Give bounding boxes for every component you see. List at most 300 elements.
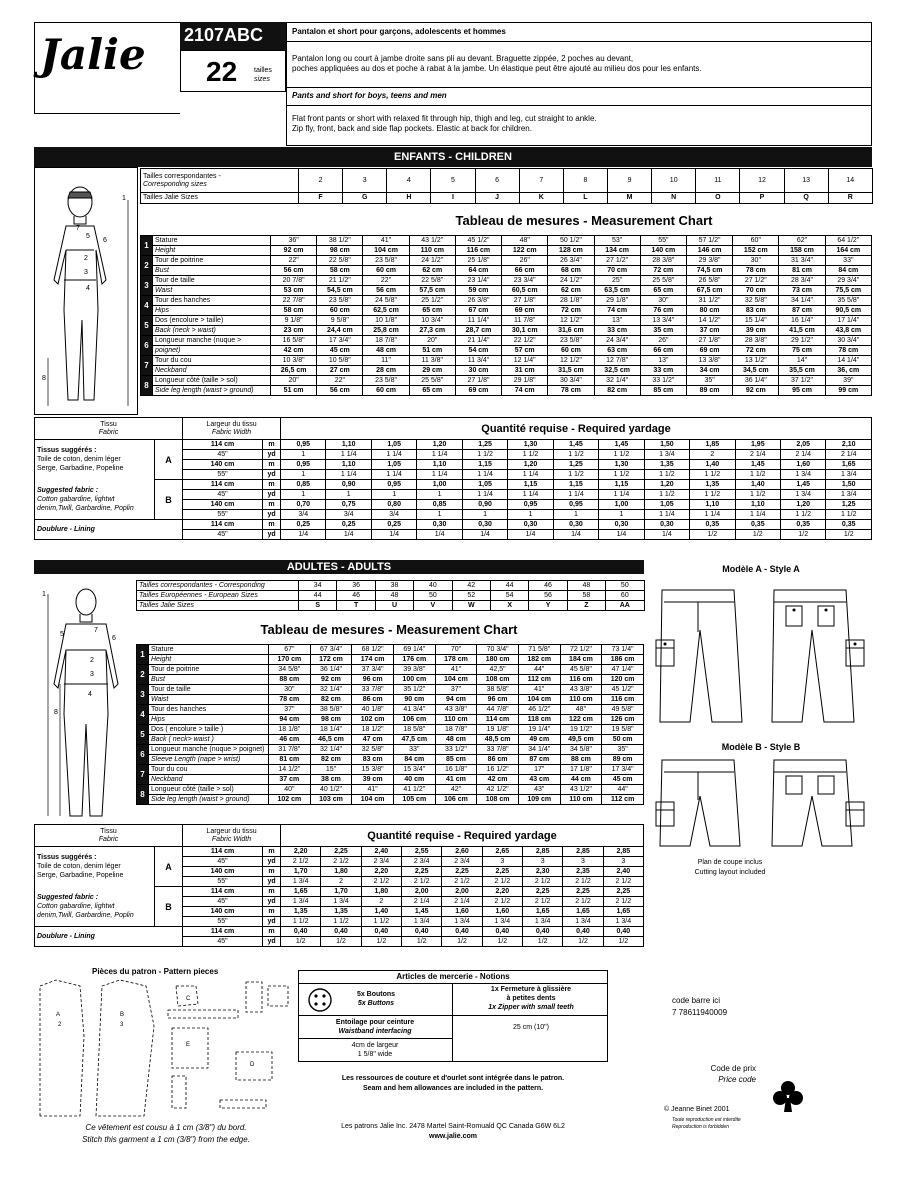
measurement-inches: 17 1/4": [825, 316, 871, 326]
yardage-yd: 1 1/4: [553, 490, 598, 500]
yardage-yd: 1 1/2: [508, 450, 553, 460]
style-a-drawing: [650, 582, 872, 732]
measurement-cm: 164 cm: [825, 246, 871, 256]
measurement-cm: 84 cm: [825, 266, 871, 276]
yardage-m: 1,10: [735, 500, 780, 510]
measurement-inches: 41": [435, 665, 477, 675]
yardage-m: 1,10: [326, 440, 371, 450]
yardage-yd: 2: [690, 450, 735, 460]
measurement-cm: 43,8 cm: [825, 326, 871, 336]
yardage-yd: 1/2: [603, 937, 643, 947]
measurement-inches: 26": [502, 256, 548, 266]
yardage-m: 0,95: [371, 480, 416, 490]
measurement-row: [137, 685, 644, 695]
unit-m: m: [263, 440, 281, 450]
measurement-row-metric: [137, 695, 644, 705]
measurement-inches: 33": [825, 256, 871, 266]
measurement-inches: 67": [269, 645, 311, 655]
measurement-inches: 12 1/2": [548, 316, 594, 326]
yardage-m: 1,95: [735, 440, 780, 450]
yardage-yd: 1 3/4: [442, 917, 482, 927]
yardage-yd: 1/4: [371, 530, 416, 540]
measurement-inches: 36 1/4": [733, 376, 779, 386]
measurement-inches: 64 1/2": [825, 236, 871, 246]
notion-interfacing-width-cm: 4cm de largeur: [351, 1042, 399, 1049]
children-corr-size: 7: [519, 169, 563, 193]
measurement-cm: 76 cm: [640, 306, 686, 316]
measurement-inches: 30 3/4": [548, 376, 594, 386]
yardage-m: 0,40: [361, 927, 401, 937]
yardage-m: 2,25: [321, 847, 361, 857]
yardage-m: 1,35: [690, 480, 735, 490]
yardage-m: 1,60: [482, 907, 522, 917]
measurement-cm: 81 cm: [269, 755, 311, 765]
yardage-yd: 1 1/4: [644, 510, 689, 520]
yardage-m: 1,60: [781, 460, 826, 470]
measurement-inches: 20": [271, 376, 317, 386]
yardage-m: 2,25: [482, 867, 522, 877]
adults-corr-size: 36: [337, 581, 375, 591]
sizes-label-fr: tailles: [254, 67, 272, 74]
measurement-label-en: Sleeve Length (nape > wrist): [149, 755, 269, 765]
yardage-m: 1,45: [735, 460, 780, 470]
fabric-group: A: [155, 847, 183, 887]
adult-figure: [36, 584, 136, 820]
measurement-row-metric: [137, 795, 644, 805]
measurement-inches: 55": [640, 236, 686, 246]
measurement-row: [141, 356, 872, 366]
measurement-cm: 106 cm: [435, 795, 477, 805]
measurement-cm: 104 cm: [363, 246, 409, 256]
yardage-yd: 1: [417, 490, 462, 500]
adults-eu-size: 56: [529, 591, 567, 601]
measurement-cm: 48 cm: [435, 735, 477, 745]
measurement-label-en: Bust: [153, 266, 271, 276]
measurement-cm: 92 cm: [310, 675, 352, 685]
measurement-label-en: Side leg length (waist > ground): [149, 795, 269, 805]
yardage-m: 2,20: [361, 867, 401, 877]
children-corr-size: 9: [607, 169, 651, 193]
adults-measurement-table: [136, 644, 644, 805]
yardage-yd: 1 1/2: [735, 470, 780, 480]
measurement-cm: 94 cm: [435, 695, 477, 705]
lining-label: Doublure - Lining: [35, 520, 183, 540]
adults-eu-size: 46: [337, 591, 375, 601]
measurement-cm: 82 cm: [310, 755, 352, 765]
measurement-inches: 40": [269, 785, 311, 795]
measurement-inches: 36": [271, 236, 317, 246]
text: Toile de coton, denim léger: [37, 456, 121, 464]
yardage-m: 1,35: [644, 460, 689, 470]
yardage-yd: 1 1/2: [690, 470, 735, 480]
children-corr-size: 14: [828, 169, 872, 193]
measurement-cm: 45 cm: [317, 346, 363, 356]
yardage-yd: 1/2: [781, 530, 826, 540]
measurement-inches: 28 3/8": [733, 336, 779, 346]
measurement-inches: 15 3/8": [352, 765, 394, 775]
adults-eu-size: 54: [490, 591, 528, 601]
measurement-cm: 180 cm: [477, 655, 519, 665]
measurement-cm: 174 cm: [352, 655, 394, 665]
measurement-cm: 24,4 cm: [317, 326, 363, 336]
yardage-yd: 3/4: [281, 510, 326, 520]
website-link[interactable]: www.jalie.com: [429, 1133, 477, 1140]
yardage-yd: 1 1/2: [462, 450, 507, 460]
table-row: [35, 520, 872, 530]
measurement-cm: 60 cm: [548, 346, 594, 356]
unit-yd: yd: [263, 877, 281, 887]
measurement-row: [137, 725, 644, 735]
children-jalie-size: Q: [784, 193, 828, 204]
measurement-label-en: Hips: [153, 306, 271, 316]
measurement-cm: 81 cm: [779, 266, 825, 276]
measurement-inches: 45 5/8": [560, 665, 602, 675]
measurement-cm: 25,8 cm: [363, 326, 409, 336]
yardage-yd: 1 3/4: [826, 470, 872, 480]
measurement-cm: 83 cm: [352, 755, 394, 765]
measurement-cm: 134 cm: [594, 246, 640, 256]
measurement-number: 1: [141, 236, 153, 256]
measurement-cm: 56 cm: [271, 266, 317, 276]
children-corr-label-fr: Tailles correspondantes -: [143, 172, 221, 180]
yardage-yd: 1: [417, 510, 462, 520]
yardage-yd: 2 3/4: [442, 857, 482, 867]
measurement-inches: 67 3/4": [310, 645, 352, 655]
yardage-m: 0,40: [321, 927, 361, 937]
measurement-cm: 36, cm: [825, 366, 871, 376]
desc-fr-1: Pantalon long ou court à jambe droite sans pli au devant. Braguette zippée, 2 poches au devant,: [292, 54, 634, 63]
measurement-inches: 44 7/8": [477, 705, 519, 715]
measurement-inches: 43 3/8": [560, 685, 602, 695]
children-corr-label-en: Corresponding sizes: [143, 180, 207, 188]
pattern-pieces-title: Pièces du patron - Pattern pieces: [92, 967, 219, 976]
measurement-row: [141, 256, 872, 266]
measurement-label-en: Back ( neck> waist ): [149, 735, 269, 745]
measurement-cm: 60 cm: [363, 386, 409, 396]
unit-m: m: [263, 867, 281, 877]
measurement-cm: 110 cm: [435, 715, 477, 725]
yardage-yd: 2 1/2: [321, 857, 361, 867]
yardage-yd: 1/2: [690, 530, 735, 540]
measurement-cm: 140 cm: [640, 246, 686, 256]
seam-note: [34, 1122, 298, 1146]
measurement-cm: 58 cm: [271, 306, 317, 316]
yardage-yd: 1 3/4: [563, 917, 603, 927]
measurement-cm: 106 cm: [393, 715, 435, 725]
unit-yd: yd: [263, 510, 281, 520]
measurement-inches: 41": [518, 685, 560, 695]
measurement-label-en: Bust: [149, 675, 269, 685]
measurement-inches: 72 1/2": [560, 645, 602, 655]
yardage-yd: 1: [462, 510, 507, 520]
measurement-cm: 72 cm: [548, 306, 594, 316]
measurement-cm: 26,5 cm: [271, 366, 317, 376]
measurement-cm: 39 cm: [352, 775, 394, 785]
measurement-cm: 69 cm: [455, 386, 501, 396]
measurement-inches: 37": [269, 705, 311, 715]
measurement-inches: 38 1/2": [317, 236, 363, 246]
adults-eu-size: 58: [567, 591, 605, 601]
yardage-m: 1,35: [281, 907, 321, 917]
measurement-cm: 62,5 cm: [363, 306, 409, 316]
fabric-width-header: [183, 418, 281, 440]
measurement-cm: 102 cm: [352, 715, 394, 725]
measurement-inches: 17": [518, 765, 560, 775]
yardage-yd: 1 3/4: [826, 490, 872, 500]
measurement-cm: 172 cm: [310, 655, 352, 665]
table-row: [35, 887, 644, 897]
yardage-m: 0,85: [417, 500, 462, 510]
yardage-yd: 2 1/2: [563, 897, 603, 907]
measurement-inches: 28 1/8": [548, 296, 594, 306]
measurement-inches: 27 1/2": [594, 256, 640, 266]
measurement-cm: 73 cm: [779, 286, 825, 296]
measurement-cm: 30,1 cm: [502, 326, 548, 336]
measurement-inches: 15": [310, 765, 352, 775]
measurement-number: 7: [141, 356, 153, 376]
yardage-title: Quantité requise - Required yardage: [281, 418, 872, 440]
measurement-row-metric: [137, 715, 644, 725]
style-b-drawing: [650, 756, 872, 856]
yardage-yd: 1: [553, 510, 598, 520]
barcode-number: 7 78611940009: [672, 1008, 728, 1017]
measurement-cm: 49,5 cm: [560, 735, 602, 745]
measurement-cm: 78 cm: [548, 386, 594, 396]
measurement-cm: 74 cm: [594, 306, 640, 316]
measurement-inches: 57 1/2": [686, 236, 732, 246]
measurement-cm: 96 cm: [352, 675, 394, 685]
children-measurement-table: [140, 235, 872, 396]
measurement-inches: 15 1/4": [733, 316, 779, 326]
yardage-yd: 2 1/4: [826, 450, 872, 460]
suggested-fabrics-fr: [35, 847, 155, 887]
yardage-m: 0,30: [599, 520, 644, 530]
measurement-cm: 88 cm: [269, 675, 311, 685]
measurement-inches: 18 5/8": [393, 725, 435, 735]
yardage-m: 0,75: [326, 500, 371, 510]
measurement-inches: 33 7/8": [352, 685, 394, 695]
notion-zipper-fr-1: 1x Fermeture à glissière: [490, 986, 572, 993]
yardage-yd: 2 1/2: [482, 897, 522, 907]
children-corr-size: 6: [475, 169, 519, 193]
yardage-yd: 2 1/4: [781, 450, 826, 460]
yardage-m: 1,80: [361, 887, 401, 897]
measurement-inches: 42 1/2": [477, 785, 519, 795]
measurement-inches: 33": [393, 745, 435, 755]
measurement-cm: 176 cm: [393, 655, 435, 665]
adults-bar: ADULTES - ADULTS: [34, 560, 644, 574]
yardage-m: 2,60: [442, 847, 482, 857]
text: Fabric: [98, 428, 119, 436]
measurement-inches: 13": [640, 356, 686, 366]
yardage-yd: 1 1/2: [553, 450, 598, 460]
yardage-yd: 1 1/4: [462, 470, 507, 480]
adults-jalie-size: AA: [606, 601, 644, 611]
measurement-inches: 25 5/8": [640, 276, 686, 286]
fabric-width-cm: 140 cm: [183, 907, 263, 917]
measurement-cm: 170 cm: [269, 655, 311, 665]
yardage-m: 1,45: [553, 440, 598, 450]
unit-m: m: [263, 927, 281, 937]
children-jalie-size: K: [519, 193, 563, 204]
measurement-inches: 14": [779, 356, 825, 366]
yardage-m: 1,40: [690, 460, 735, 470]
yardage-yd: 2 1/2: [603, 897, 643, 907]
measurement-inches: 21 1/4": [455, 336, 501, 346]
seam-allowance-fr: Les ressources de couture et d'ourlet sont intégrée dans le patron.: [341, 1075, 565, 1082]
notion-interfacing-width-in: 1 5/8" wide: [357, 1051, 393, 1058]
lining-label: Doublure - Lining: [35, 927, 183, 947]
style-b-label: Modèle B - Style B: [721, 742, 801, 752]
adults-eu-size: 50: [414, 591, 452, 601]
yardage-m: 0,25: [326, 520, 371, 530]
fabric-width-in: 55": [183, 470, 263, 480]
measurement-inches: 24 1/2": [548, 276, 594, 286]
address-block: [298, 1122, 608, 1142]
measurement-inches: 24 1/2": [409, 256, 455, 266]
measurement-label-fr: Tour du cou: [149, 765, 269, 775]
yardage-yd: 1 1/4: [417, 450, 462, 460]
children-corr-size: 12: [740, 169, 784, 193]
svg-text:3: 3: [84, 269, 88, 276]
measurement-inches: 24 3/4": [594, 336, 640, 346]
measurement-cm: 128 cm: [548, 246, 594, 256]
yardage-yd: 1 1/2: [690, 490, 735, 500]
table-row: [137, 581, 645, 591]
unit-m: m: [263, 907, 281, 917]
measurement-inches: 22 5/8": [409, 276, 455, 286]
yardage-m: 2,25: [442, 867, 482, 877]
jalie-logo: Jalie: [40, 30, 146, 79]
yardage-m: 2,20: [281, 847, 321, 857]
yardage-m: 0,90: [462, 500, 507, 510]
measurement-inches: 9 5/8": [317, 316, 363, 326]
notion-interfacing-en: Waistband interfacing: [338, 1028, 412, 1035]
fabric-group: B: [155, 480, 183, 520]
yardage-yd: 1/2: [442, 937, 482, 947]
measurement-cm: 116 cm: [455, 246, 501, 256]
measurement-cm: 35,5 cm: [779, 366, 825, 376]
table-row: [141, 193, 873, 204]
yardage-yd: 1/4: [326, 530, 371, 540]
measurement-inches: 44": [518, 665, 560, 675]
svg-text:8: 8: [42, 375, 46, 382]
yardage-m: 1,65: [603, 907, 643, 917]
measurement-cm: 57,5 cm: [409, 286, 455, 296]
yardage-m: 1,00: [417, 480, 462, 490]
measurement-inches: 22": [271, 256, 317, 266]
yardage-m: 0,30: [462, 520, 507, 530]
measurement-label-fr: Dos ( encolure > taille ): [149, 725, 269, 735]
measurement-cm: 116 cm: [560, 675, 602, 685]
measurement-inches: 29 1/8": [502, 376, 548, 386]
measurement-inches: 13": [594, 316, 640, 326]
measurement-row: [141, 376, 872, 386]
children-jalie-size: R: [828, 193, 872, 204]
measurement-cm: 47 cm: [352, 735, 394, 745]
measurement-cm: 34 cm: [686, 366, 732, 376]
measurement-inches: 33 1/2": [640, 376, 686, 386]
measurement-number: 7: [137, 765, 149, 785]
fabric-width-header: [183, 825, 281, 847]
measurement-inches: 60": [733, 236, 779, 246]
measurement-cm: 33 cm: [640, 366, 686, 376]
notion-zipper: [454, 985, 608, 1012]
measurement-number: 2: [141, 256, 153, 276]
yardage-m: 1,05: [644, 500, 689, 510]
yardage-yd: 3: [563, 857, 603, 867]
measurement-row: [141, 236, 872, 246]
yardage-yd: 1/2: [281, 937, 321, 947]
seam-note-en: Stitch this garment a 1 cm (3/8") from the edge.: [82, 1135, 250, 1144]
measurement-cm: 47,5 cm: [393, 735, 435, 745]
measurement-row-metric: [141, 346, 872, 356]
measurement-cm: 60 cm: [363, 266, 409, 276]
measurement-inches: 10 3/4": [409, 316, 455, 326]
unit-m: m: [263, 887, 281, 897]
yardage-m: 1,65: [563, 907, 603, 917]
adults-corr-size: 44: [490, 581, 528, 591]
yardage-m: 2,00: [402, 887, 442, 897]
text: Fabric Width: [211, 428, 252, 436]
measurement-inches: 45 1/2": [602, 685, 644, 695]
measurement-row-metric: [141, 266, 872, 276]
svg-text:7: 7: [94, 627, 98, 634]
yardage-m: 1,00: [599, 500, 644, 510]
measurement-inches: 31 3/4": [779, 256, 825, 266]
adults-eu-label: Tailles Européennes - European Sizes: [137, 591, 299, 601]
measurement-cm: 184 cm: [560, 655, 602, 665]
measurement-inches: 30": [269, 685, 311, 695]
measurement-cm: 49 cm: [518, 735, 560, 745]
yardage-m: 0,40: [442, 927, 482, 937]
children-yardage-table: [34, 417, 872, 540]
unit-yd: yd: [263, 530, 281, 540]
yardage-yd: 1/2: [523, 937, 563, 947]
yardage-yd: 1 1/4: [417, 470, 462, 480]
svg-text:3: 3: [120, 1022, 124, 1028]
adults-jalie-size: V: [414, 601, 452, 611]
measurement-cm: 69 cm: [502, 306, 548, 316]
adults-yardage-table: [34, 824, 644, 947]
text: Tissus suggérés :: [37, 854, 97, 862]
yardage-m: 1,65: [523, 907, 563, 917]
svg-text:2: 2: [58, 1022, 62, 1028]
measurement-inches: 10 1/8": [363, 316, 409, 326]
measurement-cm: 108 cm: [477, 675, 519, 685]
measurement-number: 8: [137, 785, 149, 805]
measurement-cm: 100 cm: [393, 675, 435, 685]
svg-text:A: A: [56, 1012, 61, 1018]
fabric-width-cm: 140 cm: [183, 500, 263, 510]
measurement-inches: 22": [317, 376, 363, 386]
children-jalie-size: L: [563, 193, 607, 204]
yardage-yd: 1 1/2: [781, 510, 826, 520]
measurement-cm: 95 cm: [779, 386, 825, 396]
measurement-cm: 75,5 cm: [825, 286, 871, 296]
adults-jalie-label: Tailles Jalie Sizes: [137, 601, 299, 611]
measurement-cm: 65 cm: [409, 306, 455, 316]
unit-yd: yd: [263, 857, 281, 867]
measurement-row: [137, 745, 644, 755]
yardage-m: 1,10: [417, 460, 462, 470]
table-row: [137, 601, 645, 611]
measurement-inches: 26 3/8": [455, 296, 501, 306]
measurement-label-fr: Tour du cou: [153, 356, 271, 366]
yardage-m: 2,25: [523, 887, 563, 897]
fabric-group: A: [155, 440, 183, 480]
measurement-label-fr: Longueur côté (taille > sol): [153, 376, 271, 386]
